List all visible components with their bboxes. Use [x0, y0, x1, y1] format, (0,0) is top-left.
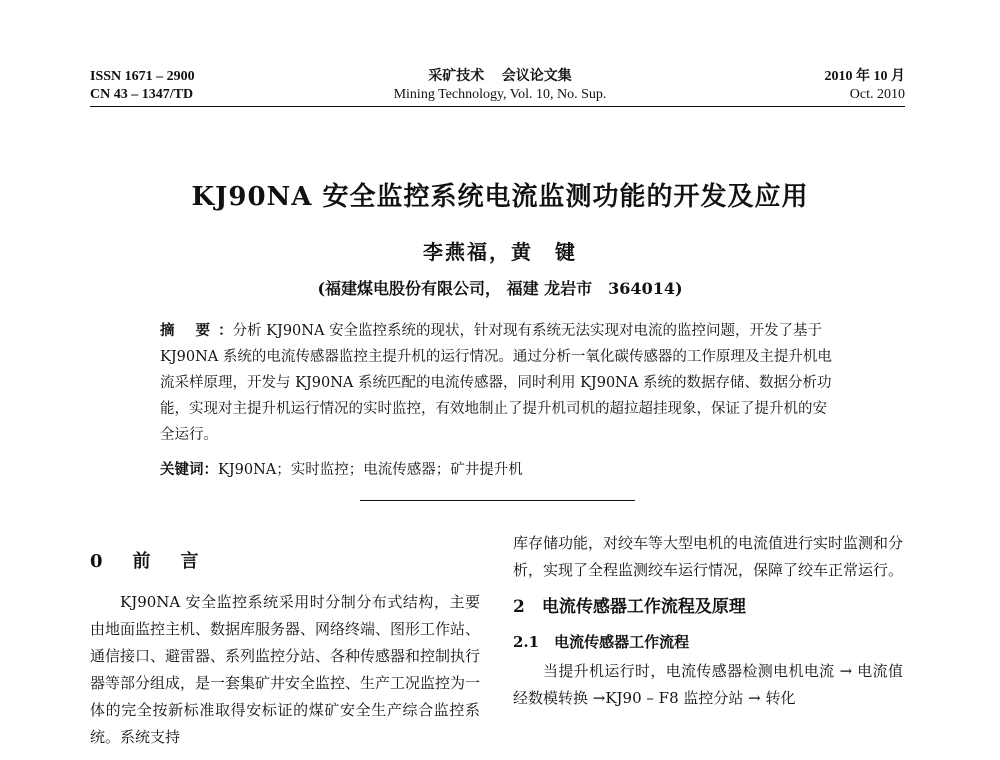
- section-2-1-heading: 2.1 电流传感器工作流程: [513, 633, 690, 651]
- journal-name-en: Mining Technology, Vol. 10, No. Sup.: [393, 87, 607, 102]
- abstract-text: 分析 KJ90NA 安全监控系统的现状，针对现有系统无法实现对电流的监控问题，开发了基于 KJ90NA 系统的电流传感器监控主提升机的运行情况。通过分析一氧化碳传感器的工作原理及主提升机电流采样原理，开发与 KJ90NA 系统匹配的电流传感器，同时利用 KJ90NA 系统的数据存储、数据分析功能，实现对主提升机运行情况的实时监控，有效地制止了提升机司机的超拉超挂现象，保证了提升机的安全运行。: [160, 323, 832, 443]
- journal-date: [825, 68, 906, 104]
- journal-name-cn: 采矿技术 会议论文集: [428, 69, 572, 84]
- paper-authors: 李燕福，黄 键: [423, 240, 577, 264]
- section-2-heading: 2 电流传感器工作流程及原理: [513, 597, 746, 617]
- header-divider: [90, 106, 905, 107]
- keywords-label: 关键词: [160, 461, 204, 478]
- abstract-label: 摘 要: [160, 322, 219, 339]
- section-2-1-paragraph: 当提升机运行时，电流传感器检测电机电流 → 电流值经数模转换 →KJ90 – F8 监控分站 → 转化: [513, 662, 903, 707]
- section-0-heading: 0 前 言: [90, 551, 205, 572]
- section-0-paragraph: KJ90NA 安全监控系统采用时分制分布式结构，主要由地面监控主机、数据库服务器、网络终端、图形工作站、通信接口、避雷器、系列监控分站、各种传感器和控制执行器等部分组成，是一套集矿井安全监控、生产工况监控为一体的完全按新标准取得安标证的煤矿安全生产综合监控系统。系统支持: [90, 593, 481, 746]
- journal-codes: [90, 68, 195, 104]
- paper-title: KJ90NA 安全监控系统电流监测功能的开发及应用: [191, 182, 809, 212]
- journal-name: [300, 68, 700, 104]
- keywords: 关键词：KJ90NA；实时监控；电流传感器；矿井提升机: [160, 461, 523, 478]
- continued-paragraph: 库存储功能，对绞车等大型电机的电流值进行实时监测和分析，实现了全程监测绞车运行情况，保障了绞车正常运行。: [513, 534, 904, 579]
- date-cn: 2010 年 10 月: [824, 69, 905, 84]
- paper-affiliation: (福建煤电股份有限公司， 福建 龙岩市 364014): [317, 279, 683, 298]
- abstract: 摘 要：分析 KJ90NA 安全监控系统的现状，针对现有系统无法实现对电流的监控问题，开发了基于 KJ90NA 系统的电流传感器监控主提升机的运行情况。通过分析一氧化碳传感器的工作原理及主提升机电流采样原理，开发与 KJ90NA 系统匹配的电流传感器，同时利用 KJ90NA 系统的数据存储、数据分析功能，实现对主提升机运行情况的实时监控，有效地制止了提升机司机的超拉超挂现象，保证了提升机的安全运行。: [160, 322, 832, 443]
- cn-text: CN 43 – 1347/TD: [90, 87, 194, 102]
- keywords-text: KJ90NA；实时监控；电流传感器；矿井提升机: [218, 462, 523, 478]
- date-en: Oct. 2010: [849, 87, 905, 102]
- issn-text: ISSN 1671 – 2900: [90, 69, 195, 84]
- abstract-divider: [360, 500, 635, 501]
- right-column: [513, 530, 903, 712]
- left-column: [90, 534, 480, 751]
